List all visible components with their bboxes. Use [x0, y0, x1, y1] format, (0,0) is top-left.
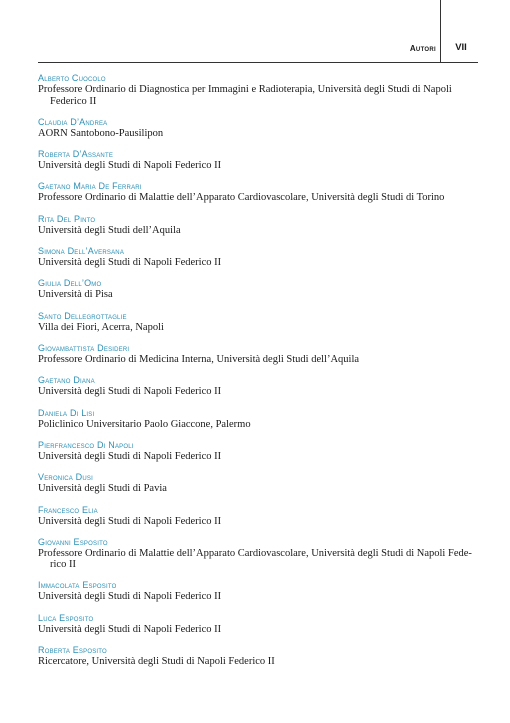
author-entry [38, 408, 478, 440]
author-affiliation-continuation: Federico II [50, 95, 97, 107]
author-affiliation: AORN Santobono-Pausilipon [38, 127, 164, 139]
author-name: Alberto Cuocolo [38, 73, 106, 83]
author-name: Claudia D’Andrea [38, 116, 108, 127]
author-affiliation: Villa dei Fiori, Acerra, Napoli [38, 321, 164, 333]
author-entry [38, 613, 478, 645]
author-name: Giovambattista Desideri [38, 342, 130, 353]
author-entry [38, 246, 478, 278]
author-affiliation-continuation: rico II [50, 559, 76, 571]
author-entry [38, 343, 478, 375]
author-entry [38, 440, 478, 472]
author-entry [38, 537, 478, 581]
author-name: Simona Dell’Aversana [38, 245, 125, 256]
author-name: Immacolata Esposito [38, 580, 117, 591]
author-name: Gaetano Maria De Ferrari [38, 181, 142, 192]
author-list [38, 73, 478, 678]
author-affiliation: Università degli Studi di Napoli Federico II [38, 591, 222, 603]
author-name: Giulia Dell’Omo [38, 278, 102, 289]
author-name: Daniela Di Lisi [38, 407, 95, 418]
author-entry [38, 278, 478, 310]
author-entry [38, 505, 478, 537]
author-entry [38, 580, 478, 612]
author-affiliation: Università degli Studi di Napoli Federico II [38, 450, 222, 462]
author-entry [38, 117, 478, 149]
author-name: Giovanni Esposito [38, 536, 108, 547]
author-entry [38, 181, 478, 213]
author-affiliation: Università degli Studi di Pavia [38, 483, 167, 495]
author-affiliation [38, 548, 478, 571]
author-affiliation: Ricercatore, Università degli Studi di Napoli Federico II [38, 656, 275, 668]
running-head: Autori [409, 44, 436, 53]
author-entry [38, 472, 478, 504]
author-affiliation: Professore Ordinario di Malattie dell’Apparato Cardiovascolare, Università degli Studi di Torino [38, 192, 445, 204]
author-name: Luca Esposito [38, 612, 94, 623]
author-affiliation: Università degli Studi di Napoli Federico II [38, 256, 222, 268]
author-affiliation: Università degli Studi di Napoli Federico II [38, 159, 222, 171]
author-name: Roberta D’Assante [38, 148, 114, 159]
author-name: Francesco Elia [38, 504, 98, 515]
author-affiliation: Università degli Studi dell’Aquila [38, 224, 181, 236]
author-name: Rita Del Pinto [38, 213, 96, 224]
author-entry [38, 311, 478, 343]
author-name: Gaetano Diana [38, 375, 95, 386]
author-entry [38, 214, 478, 246]
author-affiliation-line: Professore Ordinario di Diagnostica per Immagini e Radioterapia, Università degli Studi di Napoli [38, 84, 452, 95]
author-affiliation: Università degli Studi di Napoli Federico II [38, 623, 222, 635]
author-affiliation: Università degli Studi di Napoli Federico II [38, 515, 222, 527]
author-affiliation: Policlinico Universitario Paolo Giaccone, Palermo [38, 418, 251, 430]
author-name: Pierfrancesco Di Napoli [38, 439, 134, 450]
author-name: Roberta Esposito [38, 645, 107, 656]
author-entry [38, 645, 478, 677]
author-affiliation: Università di Pisa [38, 289, 113, 301]
header-vertical-rule [440, 0, 441, 62]
author-affiliation [38, 84, 478, 107]
header-rule [38, 62, 478, 63]
author-affiliation-line: Professore Ordinario di Malattie dell’Apparato Cardiovascolare, Università degli Studi di Napoli Fede- [38, 547, 472, 559]
author-entry [38, 375, 478, 407]
author-entry [38, 73, 478, 117]
author-affiliation: Professore Ordinario di Medicina Interna, Università degli Studi dell’Aquila [38, 353, 360, 365]
author-name: Veronica Dusi [38, 472, 93, 483]
page-number: VII [455, 42, 467, 53]
author-entry [38, 149, 478, 181]
author-affiliation: Università degli Studi di Napoli Federico II [38, 386, 222, 398]
author-name: Santo Dellegrottaglie [38, 310, 127, 321]
